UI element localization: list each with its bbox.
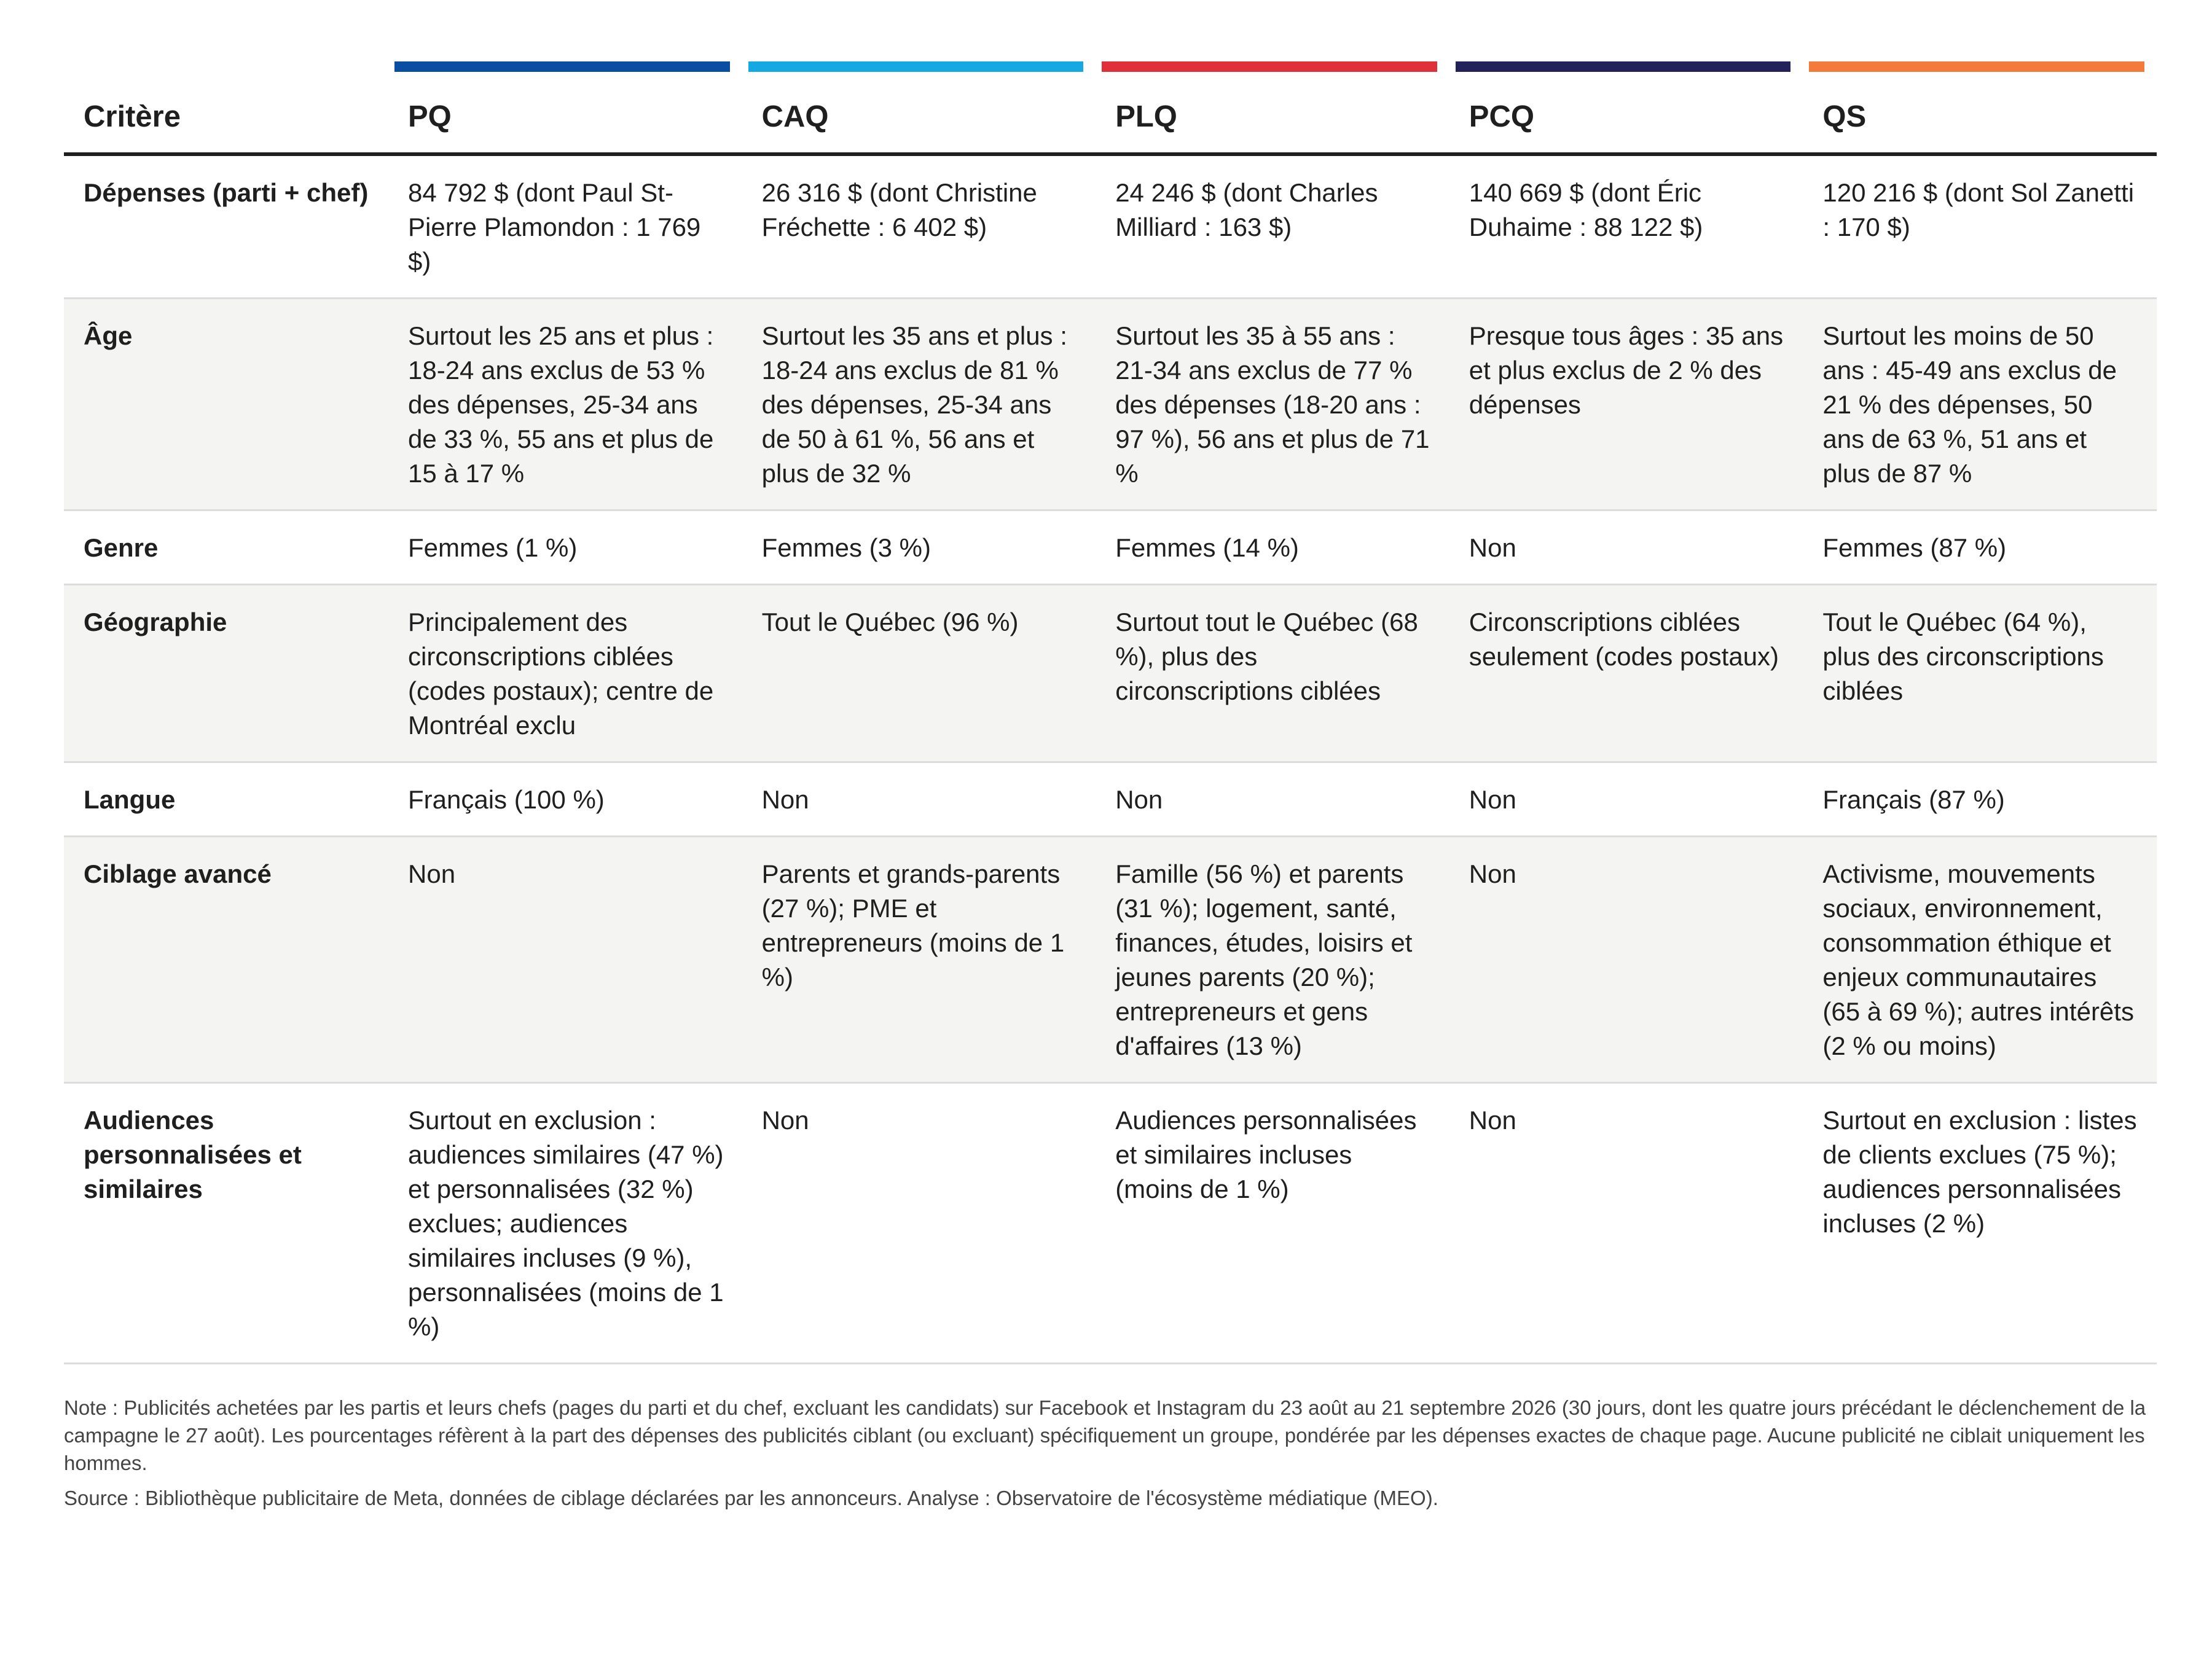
- row-audiences: [64, 1083, 2157, 1364]
- criterion-cell: Géographie: [64, 585, 388, 762]
- table-cell: 120 216 $ (dont Sol Zanetti : 170 $): [1803, 154, 2157, 299]
- table-cell: Non: [1096, 762, 1449, 837]
- table-cell: 140 669 $ (dont Éric Duhaime : 88 122 $): [1449, 154, 1803, 299]
- table-cell: Surtout en exclusion : audiences similaires (47 %) et personnalisées (32 %) exclues; audiences similaires incluses (9 %), personnalisées (moins de 1 %): [388, 1083, 742, 1364]
- header-criterion: [64, 61, 388, 154]
- table-cell: Non: [1449, 510, 1803, 585]
- table-cell: Non: [388, 837, 742, 1083]
- criterion-cell: Ciblage avancé: [64, 837, 388, 1083]
- header-party-pcq: [1449, 61, 1803, 154]
- note-text: Note : Publicités achetées par les partis et leurs chefs (pages du parti et du chef, excluant les candidats) sur Facebook et Instagram du 23 août au 21 septembre 2026 (30 jours, dont les quatre jours précédant le déclenchement de la campagne le 27 août). Les pourcentages réfèrent à la part des dépenses des publicités ciblant (ou excluant) spécifiquement un groupe, pondérée par les dépenses exactes de chaque page. Aucune publicité ne ciblait uniquement les hommes.: [64, 1396, 2146, 1474]
- table-cell: Français (87 %): [1803, 762, 2157, 837]
- table-cell: Surtout tout le Québec (68 %), plus des circonscriptions ciblées: [1096, 585, 1449, 762]
- table-cell: Surtout les 25 ans et plus : 18-24 ans exclus de 53 % des dépenses, 25-34 ans de 33 %, 55 ans et plus de 15 à 17 %: [388, 299, 742, 510]
- party-label: PCQ: [1469, 100, 1534, 133]
- source-text: Source : Bibliothèque publicitaire de Meta, données de ciblage déclarées par les annonceurs. Analyse : Observatoire de l'écosystème médiatique (MEO).: [64, 1487, 1438, 1509]
- table-cell: Circonscriptions ciblées seulement (codes postaux): [1449, 585, 1803, 762]
- table-cell: Français (100 %): [388, 762, 742, 837]
- table-cell: Principalement des circonscriptions ciblées (codes postaux); centre de Montréal exclu: [388, 585, 742, 762]
- table-cell: Non: [742, 762, 1096, 837]
- table-cell: Surtout les 35 ans et plus : 18-24 ans exclus de 81 % des dépenses, 25-34 ans de 50 à 61 %, 56 ans et plus de 32 %: [742, 299, 1096, 510]
- party-color-bar: [1809, 61, 2144, 72]
- comparison-table-container: [64, 61, 2157, 1519]
- table-cell: Presque tous âges : 35 ans et plus exclus de 2 % des dépenses: [1449, 299, 1803, 510]
- party-label: CAQ: [761, 100, 829, 133]
- criterion-cell: Langue: [64, 762, 388, 837]
- table-cell: Femmes (1 %): [388, 510, 742, 585]
- header-criterion-label: Critère: [84, 100, 181, 133]
- criterion-cell: Dépenses (parti + chef): [64, 154, 388, 299]
- header-party-qs: [1803, 61, 2157, 154]
- header-party-pq: [388, 61, 742, 154]
- party-label: QS: [1822, 100, 1867, 133]
- table-cell: Audiences personnalisées et similaires incluses (moins de 1 %): [1096, 1083, 1449, 1364]
- table-cell: Non: [742, 1083, 1096, 1364]
- table-cell: Parents et grands-parents (27 %); PME et entrepreneurs (moins de 1 %): [742, 837, 1096, 1083]
- row-depenses: [64, 154, 2157, 299]
- table-cell: Non: [1449, 1083, 1803, 1364]
- table-cell: Tout le Québec (96 %): [742, 585, 1096, 762]
- table-cell: Surtout les 35 à 55 ans : 21-34 ans exclus de 77 % des dépenses (18-20 ans : 97 %), 56 ans et plus de 71 %: [1096, 299, 1449, 510]
- party-color-bar: [394, 61, 730, 72]
- party-color-bar: [1456, 61, 1791, 72]
- row-langue: [64, 762, 2157, 837]
- table-cell: Surtout les moins de 50 ans : 45-49 ans exclus de 21 % des dépenses, 50 ans de 63 %, 51 ans et plus de 87 %: [1803, 299, 2157, 510]
- table-cell: Femmes (3 %): [742, 510, 1096, 585]
- table-header-row: [64, 61, 2157, 154]
- table-cell: Femmes (14 %): [1096, 510, 1449, 585]
- table-cell: Non: [1449, 762, 1803, 837]
- row-age: [64, 299, 2157, 510]
- table-cell: Famille (56 %) et parents (31 %); logement, santé, finances, études, loisirs et jeunes parents (20 %); entrepreneurs et gens d'affaires (13 %): [1096, 837, 1449, 1083]
- table-cell: 84 792 $ (dont Paul St-Pierre Plamondon : 1 769 $): [388, 154, 742, 299]
- table-cell: Surtout en exclusion : listes de clients exclues (75 %); audiences personnalisées incluses (2 %): [1803, 1083, 2157, 1364]
- table-cell: Non: [1449, 837, 1803, 1083]
- table-cell: Tout le Québec (64 %), plus des circonscriptions ciblées: [1803, 585, 2157, 762]
- row-genre: [64, 510, 2157, 585]
- party-color-bar: [748, 61, 1084, 72]
- table-cell: 24 246 $ (dont Charles Milliard : 163 $): [1096, 154, 1449, 299]
- table-cell: 26 316 $ (dont Christine Fréchette : 6 402 $): [742, 154, 1096, 299]
- table-cell: Activisme, mouvements sociaux, environnement, consommation éthique et enjeux communautaires (65 à 69 %); autres intérêts (2 % ou moins): [1803, 837, 2157, 1083]
- table-cell: Femmes (87 %): [1803, 510, 2157, 585]
- criterion-cell: Âge: [64, 299, 388, 510]
- row-geographie: [64, 585, 2157, 762]
- header-party-plq: [1096, 61, 1449, 154]
- party-targeting-table: [64, 61, 2157, 1364]
- criterion-cell: Genre: [64, 510, 388, 585]
- header-party-caq: [742, 61, 1096, 154]
- party-color-bar: [1102, 61, 1437, 72]
- party-label: PQ: [408, 100, 452, 133]
- criterion-cell: Audiences personnalisées et similaires: [64, 1083, 388, 1364]
- party-label: PLQ: [1115, 100, 1177, 133]
- footnotes: [64, 1394, 2157, 1512]
- row-ciblage-avance: [64, 837, 2157, 1083]
